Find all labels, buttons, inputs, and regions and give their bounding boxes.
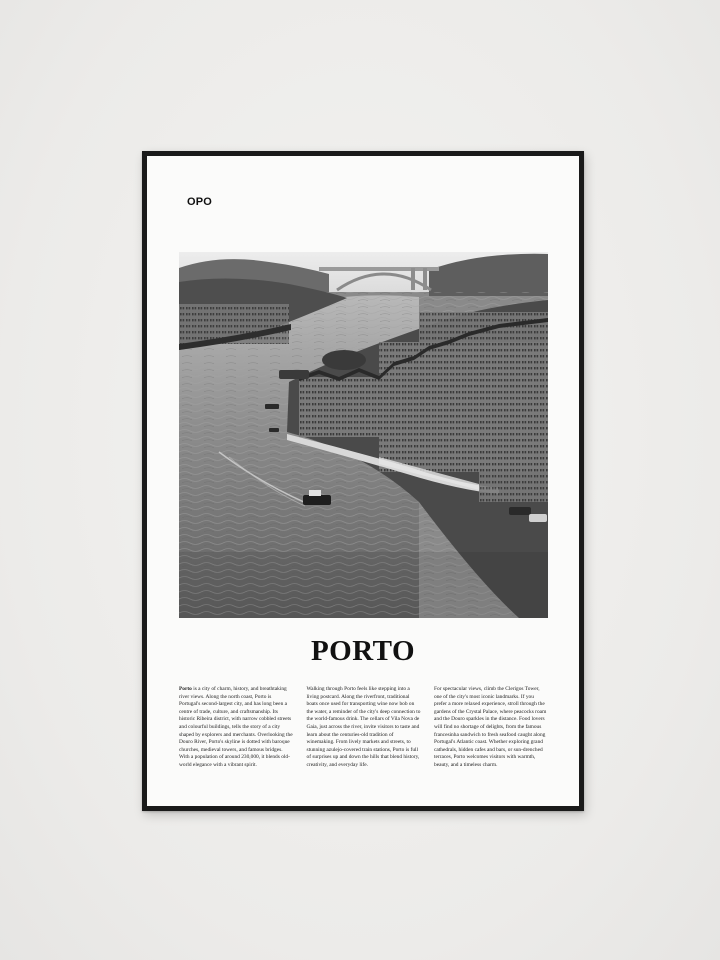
description-column-3: For spectacular views, climb the Clerigos Tower, one of the city's most iconic landmarks. If you prefer a more relaxed experience, stroll through the gardens of the Crystal Palace, where peacocks roam and the Douro sparkles in the distance. Food lovers will find no shortage of delights, from the famous francesinha sandwich to fresh seafood caught along Portugal's Atlantic coast. Whether exploring grand cathedrals, hidden cafes and bars, or sun-drenched terraces, Porto welcomes visitors with warmth, beauty, and a timeless charm. bbox=[434, 686, 547, 768]
city-photo bbox=[179, 252, 548, 618]
poster-paper bbox=[147, 156, 579, 806]
column-1-text: is a city of charm, history, and breathtaking river views. Along the north coast, Porto is Portugal's second-largest city, and has long been a centre of trade, culture, and craftsmanship. Its historic Ribeira district, with narrow cobbled streets and colourful buildings, tells the story of a city shaped by explorers and merchants. Overlooking the Douro River, Porto's skyline is dotted with baroque churches, medieval towers, and famous bridges. With a population of around 230,000, it blends old-world elegance with a vibrant spirit. bbox=[179, 686, 293, 768]
city-title: PORTO bbox=[310, 635, 416, 667]
description-column-2: Walking through Porto feels like stepping into a living postcard. Along the riverfront, traditional boats once used for transporting wine now bob on the water, a reminder of the city's deep connection to the world-famous drink. The cellars of Vila Nova de Gaia, just across the river, invite visitors to taste and learn about the centuries-old tradition of winemaking. From lively markets and streets, to stunning azulejo-covered train stations, Porto is full of surprises up and down the hills that blend history, creativity, and everyday life. bbox=[306, 686, 421, 768]
river-city-photo-illustration bbox=[179, 252, 548, 618]
city-code: OPO bbox=[187, 196, 213, 208]
lead-word: Porto bbox=[179, 686, 192, 692]
poster-frame bbox=[142, 151, 584, 811]
description-column-1 bbox=[179, 686, 293, 770]
description-columns bbox=[179, 686, 548, 770]
